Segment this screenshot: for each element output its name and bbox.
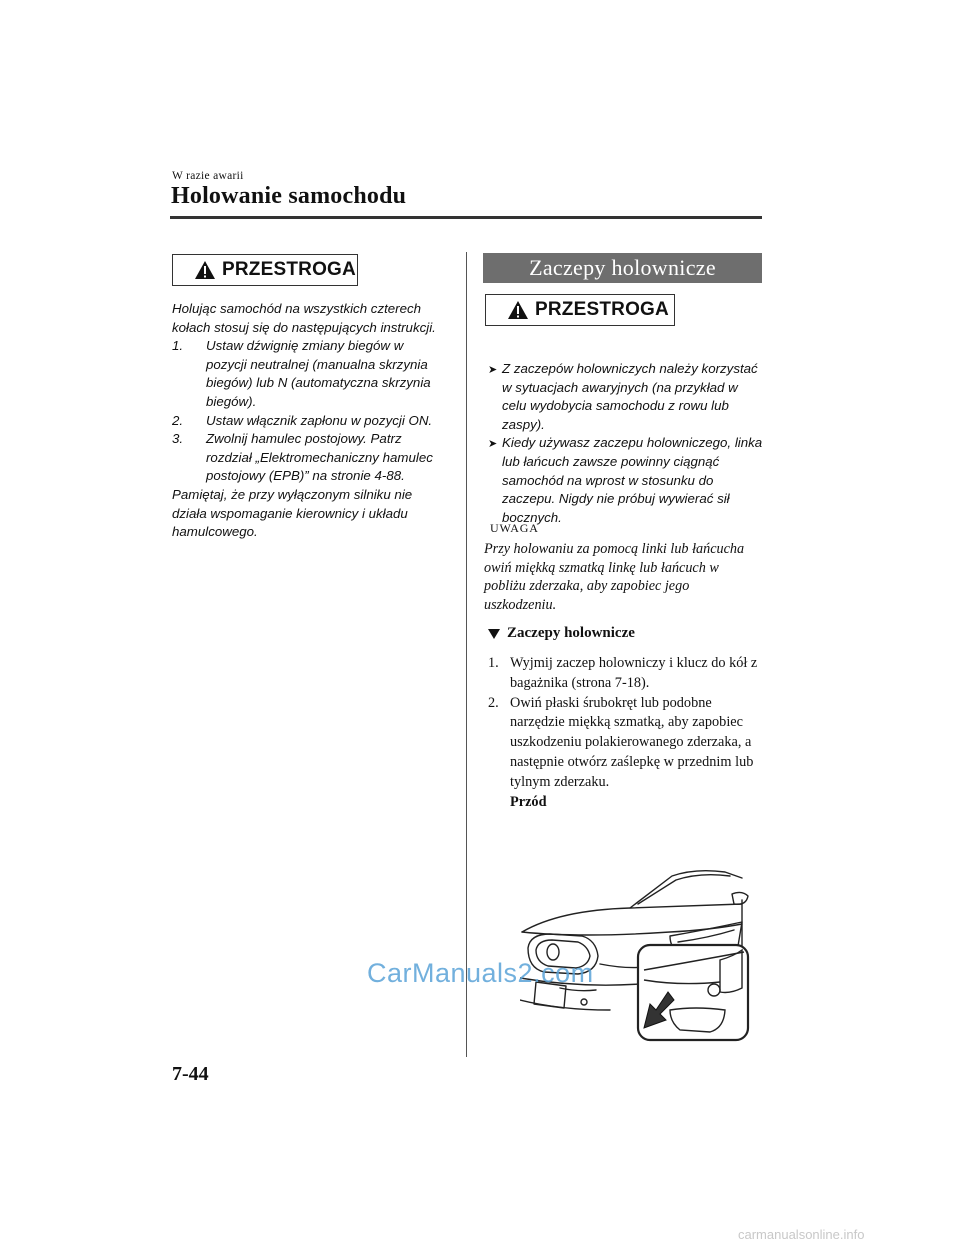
note-text: Przy holowaniu za pomocą linki lub łańcucha owiń miękką szmatką linkę lub łańcuch w pobliżu zderzaka, aby zapobiec jego uszkodzeniu. <box>484 541 745 613</box>
triangle-down-icon <box>488 628 500 640</box>
list-item: 2. Owiń płaski śrubokręt lub podobne narzędzie miękką szmatką, aby zapobiec uszkodzeniu polakierowanego zderzaka, a następnie otwórz zaślepkę w przednim lub tylnym zderzaku. <box>488 694 754 790</box>
list-item: 1. Wyjmij zaczep holowniczy i klucz do kół z bagażnika (strona 7-18). <box>488 655 758 691</box>
left-caution-text <box>172 300 440 542</box>
warning-triangle-icon <box>194 260 216 280</box>
caution-label: PRZESTROGA <box>222 259 356 280</box>
section-heading-band: Zaczepy holownicze <box>483 253 762 283</box>
list-item: ➤ Z zaczepów holowniczych należy korzystać w sytuacjach awaryjnych (na przykład w celu wydobycia samochodu z rowu lub zaspy). <box>488 360 763 434</box>
car-front-illustration <box>520 860 760 1045</box>
column-divider <box>466 252 467 1057</box>
figure-caption: Przód <box>510 793 547 810</box>
caution-box-right <box>485 294 675 326</box>
sub-heading: Zaczepy holownicze <box>488 625 635 642</box>
caution-label: PRZESTROGA <box>535 299 669 320</box>
steps-list <box>488 654 766 812</box>
note-label: UWAGA <box>490 521 539 535</box>
list-item: ➤ Kiedy używasz zaczepu holowniczego, linka lub łańcuch zawsze powinny ciągnąć samochód na wprost w stosunku do zaczepu. Nigdy nie próbuj wywierać sił bocznych. <box>488 434 763 527</box>
page-title: Holowanie samochodu <box>171 183 407 209</box>
page-number: 7-44 <box>172 1063 209 1085</box>
title-rule <box>170 216 762 219</box>
list-item: 2. Ustaw włącznik zapłonu w pozycji ON. <box>172 412 433 428</box>
caution-box-left <box>172 254 358 286</box>
warning-triangle-icon <box>507 300 529 320</box>
left-outro: Pamiętaj, że przy wyłączonym silniku nie działa wspomaganie kierownicy i układu hamulcowego. <box>172 486 413 540</box>
watermark-site: carmanualsonline.info <box>738 1227 865 1242</box>
section-label: W razie awarii <box>172 170 244 182</box>
list-item: 3. Zwolnij hamulec postojowy. Patrz rozdział „Elektromechaniczny hamulec postojowy (EPB)” na stronie 4-88. <box>172 431 433 484</box>
left-intro: Holując samochód na wszystkich czterech kołach stosuj się do następujących instrukcji. <box>172 301 436 335</box>
list-item: 1. Ustaw dźwignię zmiany biegów w pozycji neutralnej (manualna skrzynia biegów) lub N (automatyczna skrzynia biegów). <box>172 338 431 409</box>
watermark-carmanuals2: CarManuals2.com <box>367 958 594 988</box>
right-caution-text <box>488 360 763 527</box>
arrow-right-bullet-icon: ➤ <box>488 364 498 376</box>
arrow-right-bullet-icon: ➤ <box>488 438 498 451</box>
